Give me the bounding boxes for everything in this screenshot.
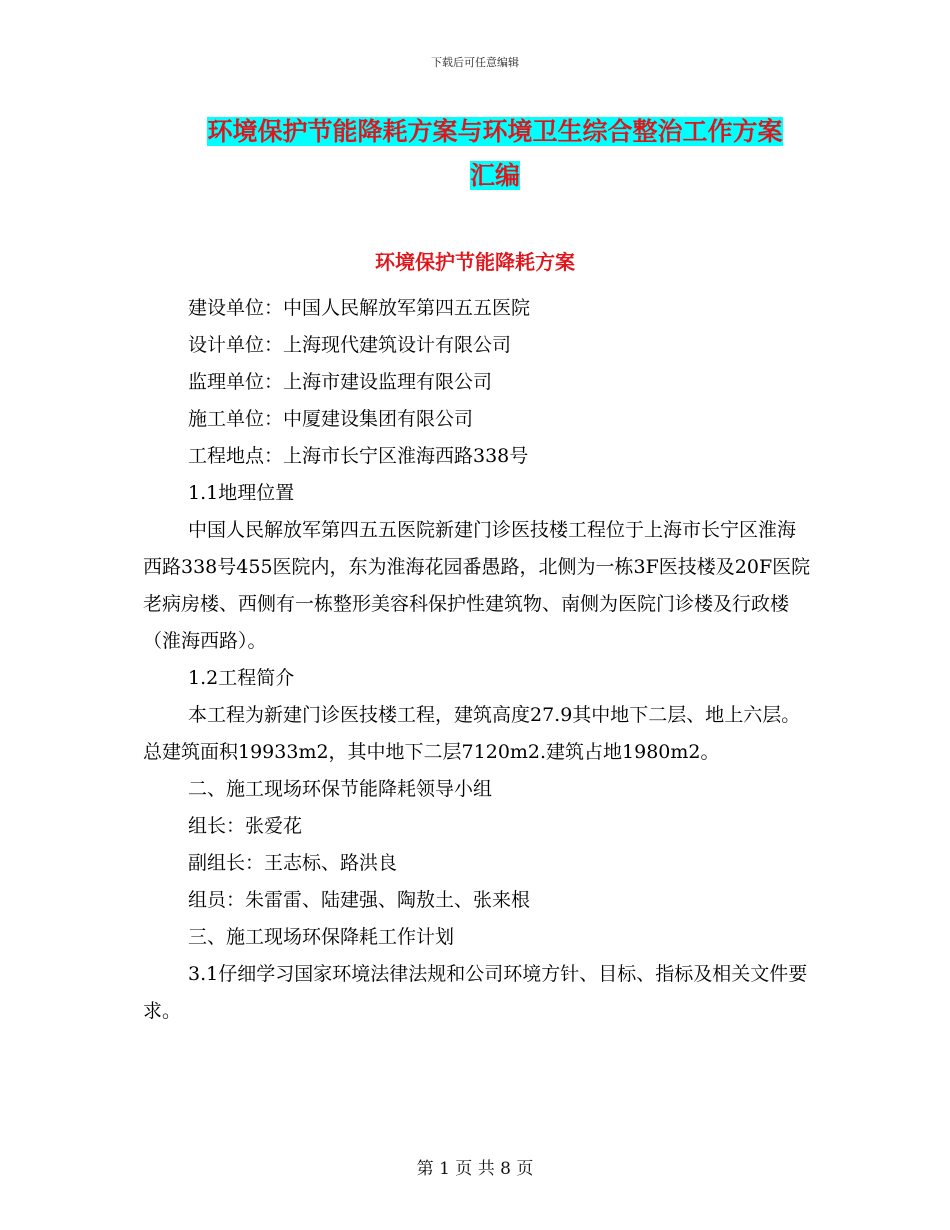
- paragraph-location: 工程地点：上海市长宁区淮海西路338号: [188, 445, 529, 467]
- page-header-note: 下载后可任意编辑: [431, 56, 519, 69]
- paragraph-deputy-leader: 副组长：王志标、路洪良: [188, 852, 398, 874]
- paragraph-supervision-unit: 监理单位：上海市建设监理有限公司: [188, 371, 493, 393]
- page-number: 第 1 页 共 8 页: [416, 1159, 534, 1179]
- paragraph-design-unit: 设计单位：上海现代建筑设计有限公司: [188, 334, 512, 356]
- document-title: [120, 110, 870, 198]
- paragraph-geography: 中国人民解放军第四五五医院新建门诊医技楼工程位于上海市长宁区淮海西路338号455医院内，东为淮海花园番愚路，北侧为一栋3F医技楼及20F医院老病房楼、西侧有一栋整形美容科保护性建筑物、南侧为医院门诊楼及行政楼（淮海西路）。: [143, 519, 811, 652]
- paragraph-group-leader: 组长：张爱花: [188, 815, 303, 837]
- heading-work-plan: 三、施工现场环保降耗工作计划: [188, 926, 455, 948]
- paragraph-contractor: 施工单位：中厦建设集团有限公司: [188, 408, 474, 430]
- title-line-1: 环境保护节能降耗方案与环境卫生综合整治工作方案: [207, 117, 783, 146]
- heading-leadership-group: 二、施工现场环保节能降耗领导小组: [188, 778, 493, 800]
- paragraph-construction-unit: 建设单位：中国人民解放军第四五五医院: [188, 297, 531, 319]
- section-title: 环境保护节能降耗方案: [375, 250, 575, 274]
- title-line-2: 汇编: [469, 161, 520, 190]
- document-body: [143, 290, 813, 1030]
- paragraph-members: 组员：朱雷雷、陆建强、陶敖土、张来根: [188, 889, 531, 911]
- heading-project-intro: 1.2工程简介: [188, 667, 295, 689]
- paragraph-project-intro: 本工程为新建门诊医技楼工程，建筑高度27.9其中地下二层、地上六层。总建筑面积19933m2，其中地下二层7120m2.建筑占地1980m2。: [143, 704, 801, 763]
- heading-geography: 1.1地理位置: [188, 482, 295, 504]
- paragraph-plan-3-1: 3.1仔细学习国家环境法律法规和公司环境方针、目标、指标及相关文件要求。: [143, 963, 808, 1022]
